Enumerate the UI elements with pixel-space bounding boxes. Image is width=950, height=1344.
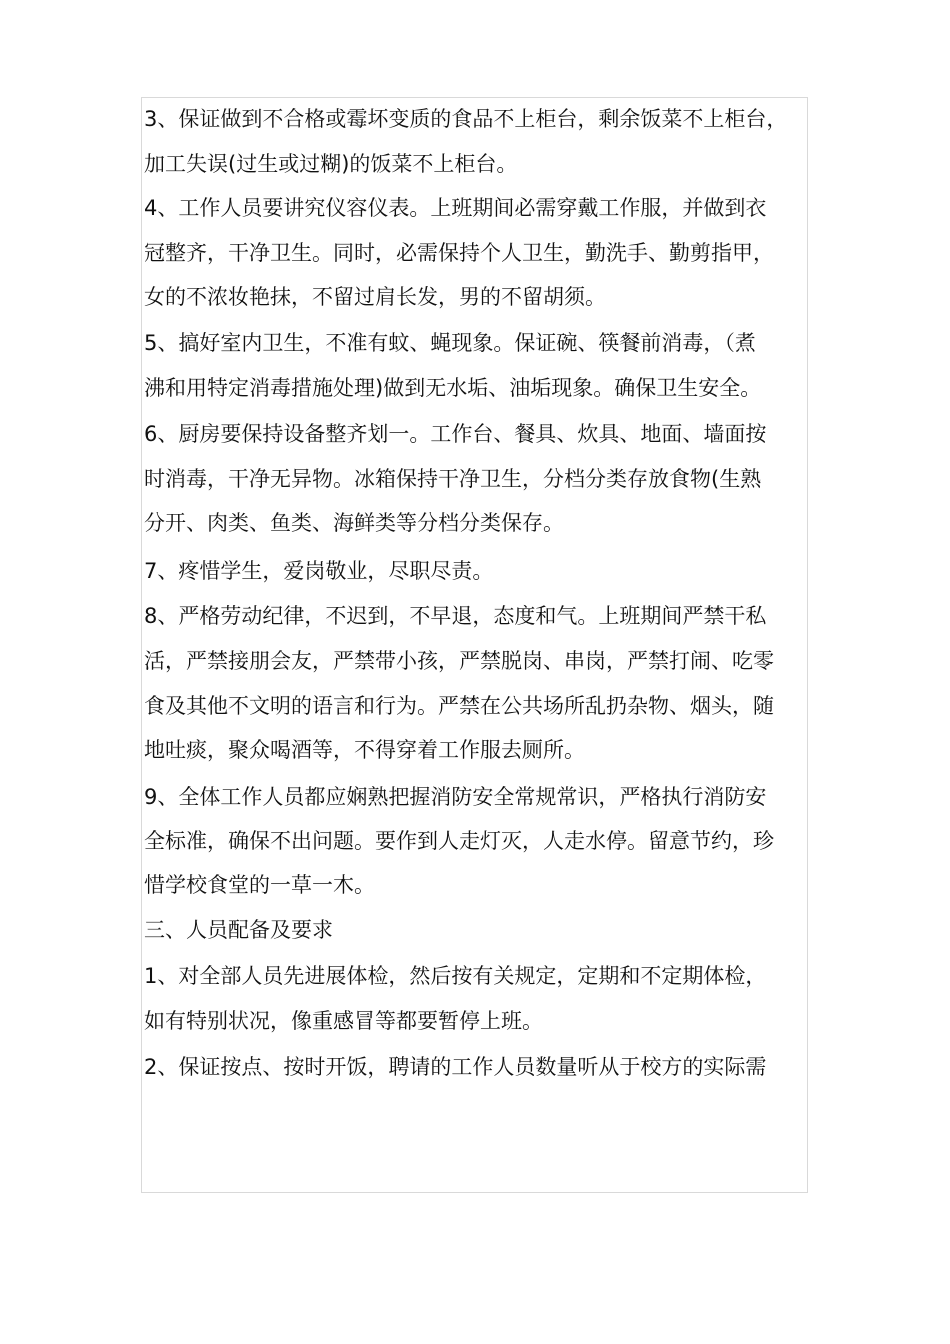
text-line: 沸和用特定消毒措施处理)做到无水垢、油垢现象。确保卫生安全。 xyxy=(144,376,762,400)
text-line: 加工失误(过生或过糊)的饭菜不上柜台。 xyxy=(144,152,518,176)
text-line: 1、对全部人员先进展体检，然后按有关规定，定期和不定期体检， xyxy=(144,964,767,988)
text-line: 8、严格劳动纪律，不迟到，不早退，态度和气。上班期间严禁干私 xyxy=(144,604,767,628)
text-line: 7、疼惜学生，爱岗敬业，尽职尽责。 xyxy=(144,559,494,583)
text-line: 分开、肉类、鱼类、海鲜类等分档分类保存。 xyxy=(144,511,564,535)
text-line: 活，严禁接朋会友，严禁带小孩，严禁脱岗、串岗，严禁打闹、吃零 xyxy=(144,649,774,673)
text-line: 6、厨房要保持设备整齐划一。工作台、餐具、炊具、地面、墙面按 xyxy=(144,422,767,446)
text-line: 5、搞好室内卫生，不准有蚊、蝇现象。保证碗、筷餐前消毒，（煮 xyxy=(144,331,756,355)
text-line: 女的不浓妆艳抹，不留过肩长发，男的不留胡须。 xyxy=(144,285,606,309)
section-heading: 三、人员配备及要求 xyxy=(144,918,333,942)
text-line: 地吐痰，聚众喝酒等，不得穿着工作服去厕所。 xyxy=(144,738,585,762)
text-line: 食及其他不文明的语言和行为。严禁在公共场所乱扔杂物、烟头，随 xyxy=(144,694,774,718)
text-line: 9、全体工作人员都应娴熟把握消防安全常规常识，严格执行消防安 xyxy=(144,785,767,809)
text-line: 时消毒，干净无异物。冰箱保持干净卫生，分档分类存放食物(生熟 xyxy=(144,467,762,491)
text-line: 4、工作人员要讲究仪容仪表。上班期间必需穿戴工作服，并做到衣 xyxy=(144,196,767,220)
text-line: 惜学校食堂的一草一木。 xyxy=(144,873,375,897)
text-line: 3、保证做到不合格或霉坏变质的食品不上柜台，剩余饭菜不上柜台， xyxy=(144,107,788,131)
text-line: 全标准，确保不出问题。要作到人走灯灭，人走水停。留意节约，珍 xyxy=(144,829,774,853)
text-line: 冠整齐，干净卫生。同时，必需保持个人卫生，勤洗手、勤剪指甲， xyxy=(144,241,774,265)
text-line: 2、保证按点、按时开饭，聘请的工作人员数量听从于校方的实际需 xyxy=(144,1055,767,1079)
text-line: 如有特别状况，像重感冒等都要暂停上班。 xyxy=(144,1009,543,1033)
